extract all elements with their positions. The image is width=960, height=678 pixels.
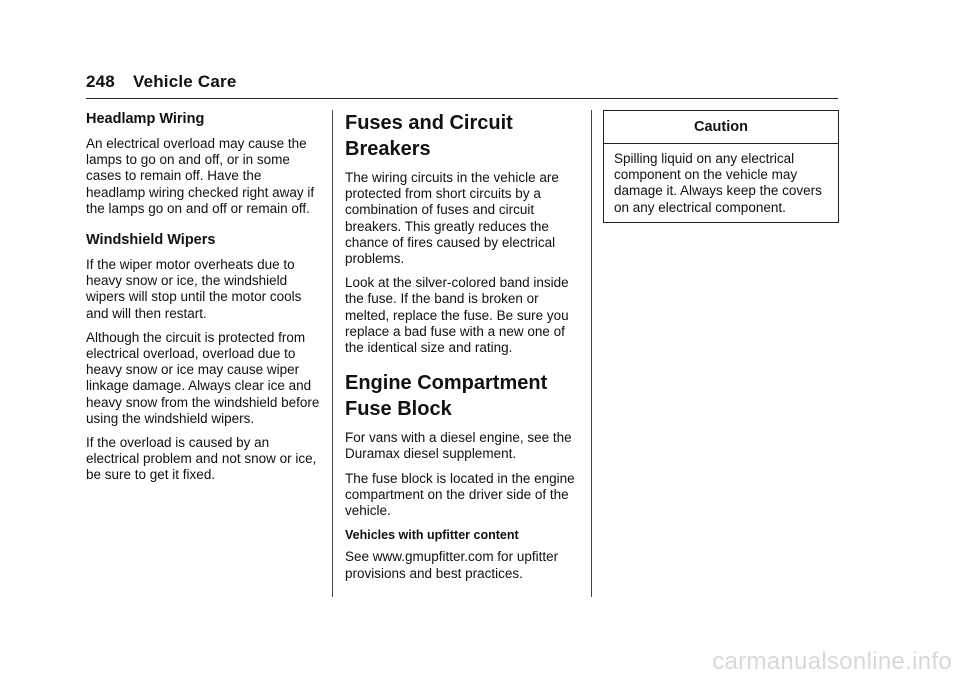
page-number: 248 — [86, 72, 115, 91]
section-title: Vehicle Care — [132, 72, 237, 91]
subheading-upfitter: Vehicles with upfitter content — [345, 528, 519, 543]
column-3 — [603, 110, 839, 223]
heading-windshield-wipers: Windshield Wipers — [86, 232, 216, 249]
paragraph-fuses-1: The wiring circuits in the vehicle are protected from short circuits by a combination of fuses and circuit breakers. This greatly reduces the chance of fires caused by electrical problems. — [345, 170, 559, 267]
caution-body — [604, 144, 838, 222]
watermark: carmanualsonline.info — [712, 648, 952, 675]
heading-engine-fuse-block: Engine Compartment Fuse Block — [345, 372, 548, 421]
paragraph-fuses-2: Look at the silver-colored band inside the fuse. If the band is broken or melted, replace the fuse. Be sure you replace a bad fuse with a new one of the identical size and rating. — [345, 275, 569, 356]
heading-fuses-breakers: Fuses and Circuit Breakers — [345, 112, 513, 160]
header-rule — [86, 98, 838, 99]
paragraph-upfitter: See www.gmupfitter.com for upfitter provisions and best practices. — [345, 549, 559, 581]
paragraph-engine-2: The fuse block is located in the engine compartment on the driver side of the vehicle. — [345, 470, 575, 519]
caution-box — [603, 110, 839, 223]
paragraph-headlamp: An electrical overload may cause the lamps to go on and off, or in some cases to remain off. Have the headlamp wiring checked right away if the lamps go on and off or remain off. — [86, 136, 315, 216]
column-divider-2 — [591, 110, 592, 597]
page-header — [86, 72, 838, 92]
paragraph-wipers-3: If the overload is caused by an electrical problem and not snow or ice, be sure to get it fixed. — [86, 435, 317, 483]
column-divider-1 — [332, 110, 333, 597]
caution-title: Caution — [604, 111, 838, 144]
caution-text: Spilling liquid on any electrical component on the vehicle may damage it. Always keep the covers on any electrical component. — [614, 151, 822, 215]
paragraph-engine-1: For vans with a diesel engine, see the Duramax diesel supplement. — [345, 430, 572, 462]
column-2 — [345, 110, 581, 590]
column-1 — [86, 110, 322, 492]
paragraph-wipers-2: Although the circuit is protected from electrical overload, overload due to heavy snow or ice may cause wiper linkage damage. Always clear ice and heavy snow from the windshield before using the windshield wipers. — [86, 329, 320, 426]
paragraph-wipers-1: If the wiper motor overheats due to heavy snow or ice, the windshield wipers will stop until the motor cools and will then restart. — [86, 257, 302, 321]
heading-headlamp-wiring: Headlamp Wiring — [86, 111, 205, 127]
